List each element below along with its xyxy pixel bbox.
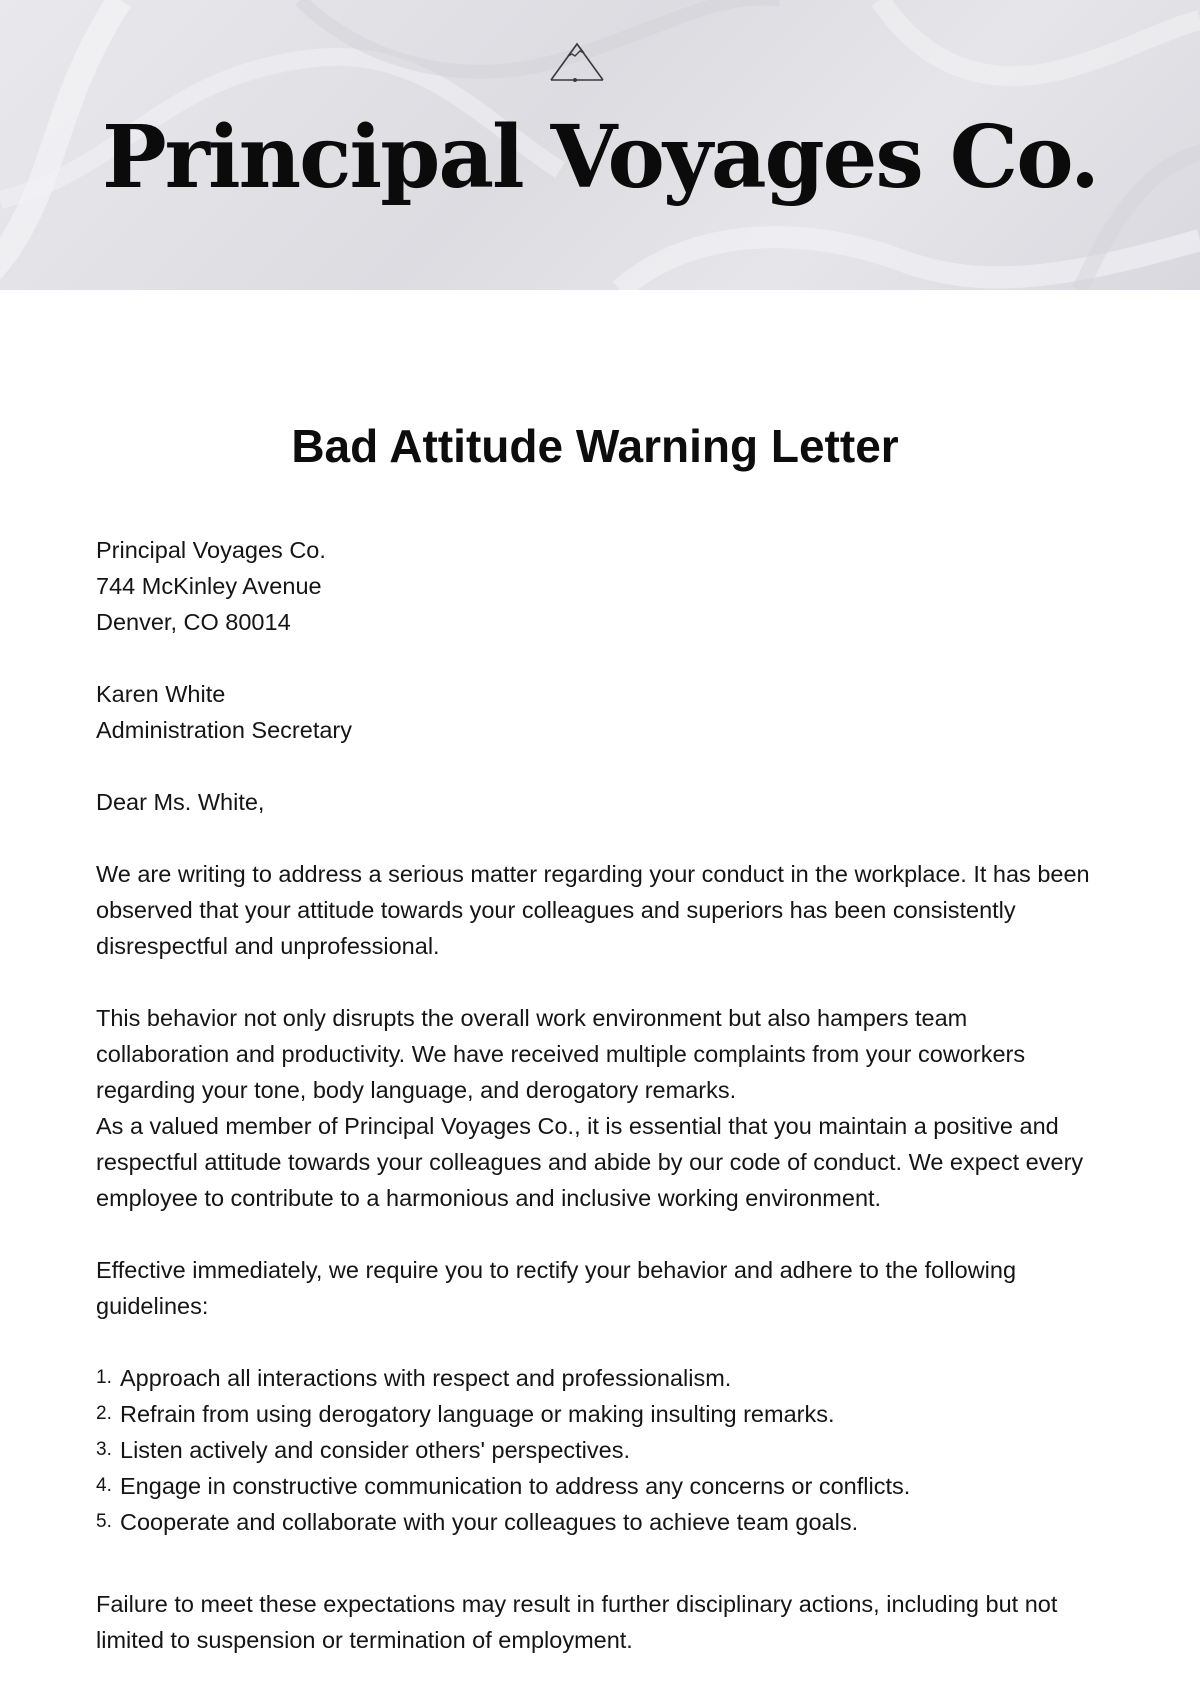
list-item	[96, 1396, 1096, 1432]
list-item	[96, 1360, 1096, 1396]
list-text: Refrain from using derogatory language or making insulting remarks.	[120, 1401, 835, 1427]
mountain-icon	[548, 38, 606, 84]
list-item	[96, 1504, 1096, 1540]
sender-city: Denver, CO 80014	[96, 609, 291, 635]
body-paragraph-4: Effective immediately, we require you to rectify your behavior and adhere to the following guidelines:	[96, 1257, 1017, 1319]
list-text: Listen actively and consider others' perspectives.	[120, 1437, 631, 1463]
list-number: 2.	[96, 1403, 112, 1424]
list-number: 5.	[96, 1511, 112, 1532]
list-item	[96, 1432, 1096, 1468]
list-text: Approach all interactions with respect and professionalism.	[120, 1365, 732, 1391]
list-item	[96, 1468, 1096, 1504]
list-number: 3.	[96, 1439, 112, 1460]
list-text: Cooperate and collaborate with your colleagues to achieve team goals.	[120, 1509, 859, 1535]
list-number: 4.	[96, 1475, 112, 1496]
header-banner	[0, 0, 1200, 290]
body-paragraph-2: This behavior not only disrupts the overall work environment but also hampers team collaboration and productivity. We have received multiple complaints from your coworkers regarding your tone, body language, and derogatory remarks.	[96, 1005, 1026, 1103]
guidelines-list	[96, 1360, 1096, 1540]
letter-body	[96, 532, 1096, 1658]
sender-company: Principal Voyages Co.	[96, 537, 326, 563]
list-number: 1.	[96, 1367, 112, 1388]
list-text: Engage in constructive communication to address any concerns or conflicts.	[120, 1473, 911, 1499]
body-paragraph-3: As a valued member of Principal Voyages Co., it is essential that you maintain a positive and respectful attitude towards your colleagues and abide by our code of conduct. We expect every employee to contribute to a harmonious and inclusive working environment.	[96, 1113, 1084, 1211]
body-paragraph-5: Failure to meet these expectations may result in further disciplinary actions, including but not limited to suspension or termination of employment.	[96, 1591, 1058, 1653]
recipient-name: Karen White	[96, 681, 226, 707]
sender-street: 744 McKinley Avenue	[96, 573, 322, 599]
body-paragraph-1: We are writing to address a serious matter regarding your conduct in the workplace. It has been observed that your attitude towards your colleagues and superiors has been consistently disrespectful and unprofessional.	[96, 861, 1090, 959]
salutation: Dear Ms. White,	[96, 789, 265, 815]
letter-title: Bad Attitude Warning Letter	[291, 420, 899, 472]
recipient-position: Administration Secretary	[96, 717, 352, 743]
company-title: Principal Voyages Co.	[101, 107, 1098, 208]
